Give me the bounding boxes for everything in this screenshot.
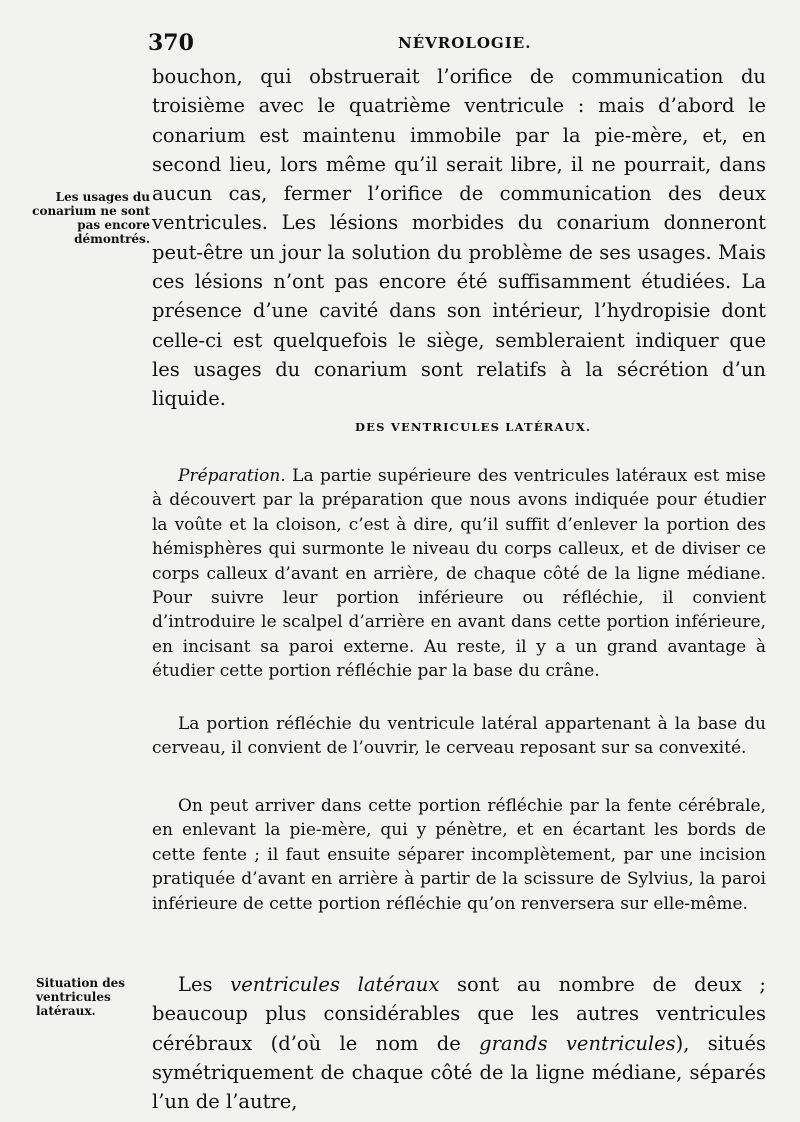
preparation-label: Préparation.: [178, 466, 286, 486]
section-heading: DES VENTRICULES LATÉRAUX.: [355, 420, 592, 434]
term-ventricules-lateraux: ventricules latéraux: [230, 973, 440, 996]
text-run: Les: [178, 973, 231, 996]
preparation-paragraph: [152, 464, 766, 684]
running-title: NÉVROLOGIE.: [398, 34, 532, 52]
margin-note-situation: Situation des ventricules latéraux.: [36, 976, 126, 1018]
term-grands-ventricules: grands ventricules: [479, 1031, 676, 1055]
paragraph-portion-reflechie: [152, 712, 766, 761]
final-paragraph: [152, 970, 766, 1116]
paragraph-preparation: [152, 464, 766, 684]
paragraph-text: La portion réfléchie du ventricule latéral appartenant à la base du cerveau, il convient de l’ouvrir, le cerveau reposant sur sa convexité.: [152, 714, 766, 759]
paragraph-conarium-usages: [152, 62, 766, 414]
margin-note-usages: Les usages du conarium ne sont pas encore démontrés.: [32, 190, 150, 246]
paragraph-text: bouchon, qui obstruerait l’orifice de communication du troisième avec le quatrième ventricule : mais d’abord le conarium est maintenu immobile par la pie-mère, et, en second lieu, lors même qu’il serait libre, il ne pourrait, dans aucun cas, fermer l’orifice de communication des deux ventricules. Les lésions morbides du conarium donneront peut-être un jour la solution du problème de ses usages. Mais ces lésions n’ont pas encore été suffisamment étudiées. La présence d’une cavité dans son intérieur, l’hydropisie dont celle-ci est quelquefois le siège, sembleraient indiquer que les usages du conarium sont relatifs à la sécrétion d’un liquide.: [152, 65, 766, 411]
page-number: 370: [148, 30, 194, 56]
paragraph-fente-cerebrale: [152, 794, 766, 916]
text-run: ), situés symétriquement de chaque côté de la ligne médiane, séparés l’un de l’autre,: [152, 1031, 766, 1114]
paragraph-ventricules-lateraux: [152, 970, 766, 1116]
page-header: [148, 30, 768, 58]
preparation-text: La partie supérieure des ventricules latéraux est mise à découvert par la préparation que nous avons indiquée pour étudier la voûte et la cloison, c’est à dire, qu’il suffit d’enlever la portion des hémisphères qui surmonte le niveau du corps calleux, et de diviser ce corps calleux d’avant en arrière, de chaque côté de la ligne médiane. Pour suivre leur portion inférieure ou réfléchie, il convient d’introduire le scalpel d’arrière en avant dans cette portion inférieure, en incisant sa paroi externe. Au reste, il y a un grand avantage à étudier cette portion réfléchie par la base du crâne.: [152, 466, 766, 682]
text-run: sont au nombre de deux ; beaucoup plus considérables que les autres ventricules cérébraux (d’où le nom de: [152, 973, 766, 1055]
paragraph-text: On peut arriver dans cette portion réfléchie par la fente cérébrale, en enlevant la pie-mère, qui y pénètre, et en écartant les bords de cette fente ; il faut ensuite séparer incomplètement, par une incision pratiquée d’avant en arrière à partir de la scissure de Sylvius, la paroi inférieure de cette portion réfléchie qu’on renversera sur elle-même.: [152, 796, 766, 914]
